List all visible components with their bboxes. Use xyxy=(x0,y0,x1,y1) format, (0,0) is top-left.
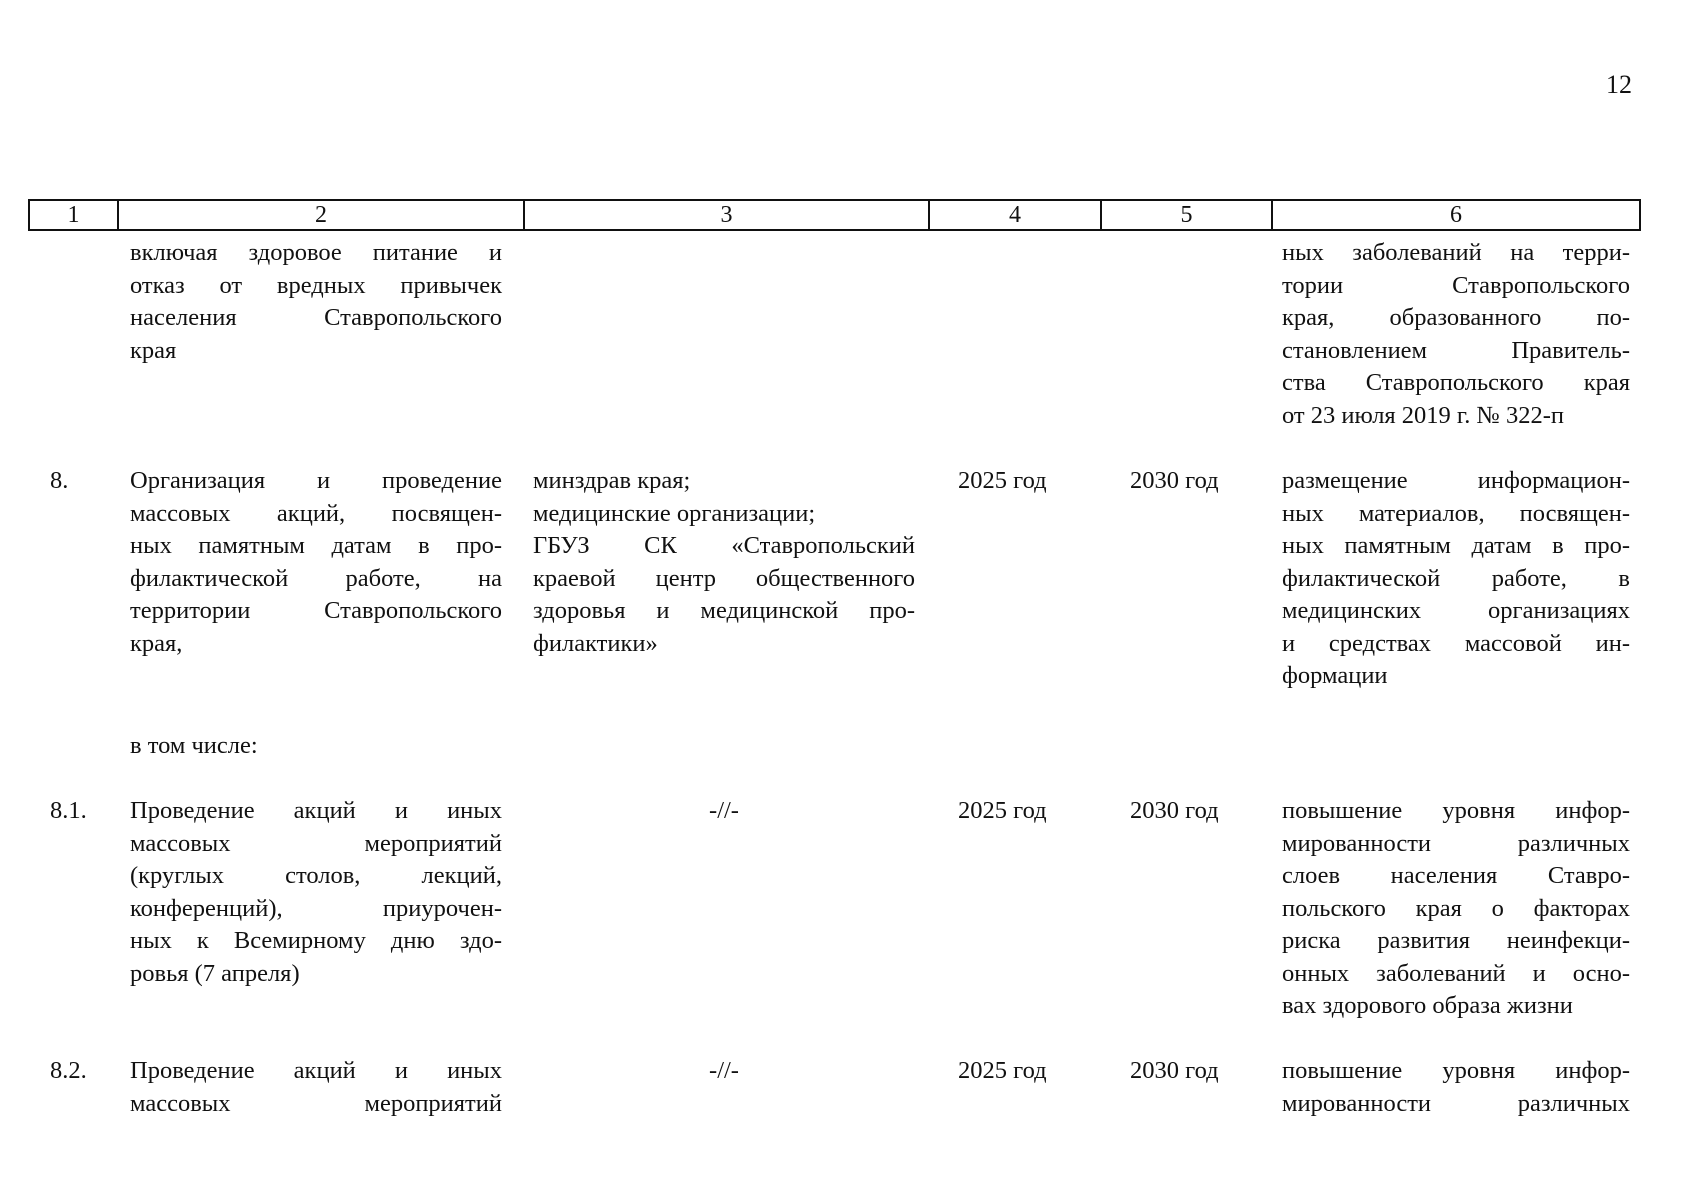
row-8-1-start: 2025 год xyxy=(958,797,1047,824)
text-line: повышение уровня инфор- xyxy=(1282,797,1630,824)
header-col-4: 4 xyxy=(929,200,1101,230)
header-col-1: 1 xyxy=(29,200,118,230)
text-line: края, xyxy=(130,629,183,657)
text-line: Проведение акций и иных xyxy=(130,797,502,824)
text-line: слоев населения Ставро- xyxy=(1282,862,1630,889)
including-label: в том числе: xyxy=(130,732,258,759)
row-8-2-result xyxy=(1282,1055,1630,1120)
text-line: медицинских организациях xyxy=(1282,597,1630,624)
row-8-1-end: 2030 год xyxy=(1130,797,1219,824)
row-8-start: 2025 год xyxy=(958,467,1047,494)
text-line: онных заболеваний и осно- xyxy=(1282,959,1630,987)
text-line: формации xyxy=(1282,662,1388,689)
text-line: тории Ставропольского xyxy=(1282,271,1630,299)
text-line: Проведение акций и иных xyxy=(130,1057,502,1084)
text-line: населения Ставропольского xyxy=(130,304,502,331)
text-line: ных к Всемирному дню здо- xyxy=(130,927,502,954)
row-8-activity xyxy=(130,465,502,660)
row-8-number: 8. xyxy=(50,467,69,494)
text-line: мированности различных xyxy=(1282,1089,1630,1117)
text-line: здоровья и медицинской про- xyxy=(533,597,915,624)
row-8-1-result xyxy=(1282,795,1630,1023)
text-line: Организация и проведение xyxy=(130,467,502,494)
header-col-6: 6 xyxy=(1272,200,1640,230)
text-line: и средствах массовой ин- xyxy=(1282,629,1630,657)
text-line: территории Ставропольского xyxy=(130,597,502,624)
column-number-header xyxy=(28,199,1641,231)
text-line: ных материалов, посвящен- xyxy=(1282,499,1630,527)
row-8-2-activity xyxy=(130,1055,502,1120)
cont-activity-text xyxy=(130,237,502,367)
row-8-end: 2030 год xyxy=(1130,467,1219,494)
text-line: риска развития неинфекци- xyxy=(1282,927,1630,954)
row-8-2-start: 2025 год xyxy=(958,1057,1047,1084)
text-line: медицинские организации; xyxy=(533,499,816,527)
text-line: конференций), приурочен- xyxy=(130,894,502,922)
text-line: ровья (7 апреля) xyxy=(130,959,300,987)
text-line: ГБУЗ СК «Ставропольский xyxy=(533,532,915,559)
text-line: включая здоровое питание и xyxy=(130,239,502,266)
text-line: польского края о факторах xyxy=(1282,894,1630,922)
text-line: становлением Правитель- xyxy=(1282,336,1630,364)
row-8-2-number: 8.2. xyxy=(50,1057,87,1084)
row-8-result xyxy=(1282,465,1630,693)
row-8-1-number: 8.1. xyxy=(50,797,87,824)
page-number: 12 xyxy=(1606,70,1632,99)
text-line: от 23 июля 2019 г. № 322-п xyxy=(1282,401,1564,429)
text-line: мированности различных xyxy=(1282,829,1630,857)
row-8-2-end: 2030 год xyxy=(1130,1057,1219,1084)
text-line: отказ от вредных привычек xyxy=(130,271,502,299)
text-line: массовых акций, посвящен- xyxy=(130,499,502,527)
text-line: филактической работе, на xyxy=(130,564,502,592)
text-line: вах здорового образа жизни xyxy=(1282,992,1573,1019)
text-line: ных заболеваний на терри- xyxy=(1282,239,1630,266)
text-line: краевой центр общественного xyxy=(533,564,915,592)
cont-result-text xyxy=(1282,237,1630,432)
row-8-2-executors: -//- xyxy=(709,1057,739,1084)
text-line: края xyxy=(130,336,177,364)
text-line: (круглых столов, лекций, xyxy=(130,862,502,889)
text-line: массовых мероприятий xyxy=(130,1089,502,1117)
header-col-3: 3 xyxy=(524,200,929,230)
header-row xyxy=(29,200,1640,230)
text-line: размещение информацион- xyxy=(1282,467,1630,494)
text-line: ных памятным датам в про- xyxy=(1282,532,1630,559)
text-line: массовых мероприятий xyxy=(130,829,502,857)
text-line: филактической работе, в xyxy=(1282,564,1630,592)
text-line: повышение уровня инфор- xyxy=(1282,1057,1630,1084)
text-line: ных памятным датам в про- xyxy=(130,532,502,559)
header-col-5: 5 xyxy=(1101,200,1272,230)
text-line: минздрав края; xyxy=(533,467,691,494)
text-line: филактики» xyxy=(533,629,658,657)
text-line: ства Ставропольского края xyxy=(1282,369,1630,396)
row-8-1-activity xyxy=(130,795,502,990)
header-col-2: 2 xyxy=(118,200,524,230)
row-8-1-executors: -//- xyxy=(709,797,739,824)
row-8-executors xyxy=(533,465,915,660)
text-line: края, образованного по- xyxy=(1282,304,1630,331)
